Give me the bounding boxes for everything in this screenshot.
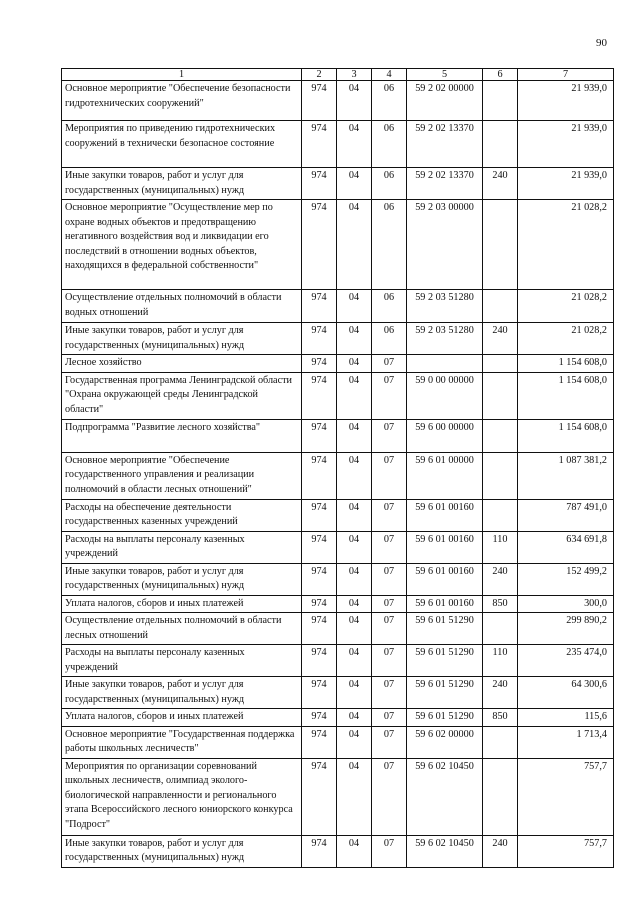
cell-name: Основное мероприятие "Обеспечение безопасности гидротехнических сооружений" xyxy=(62,81,302,121)
cell-subsection: 07 xyxy=(372,758,407,835)
cell-target-article: 59 6 01 51290 xyxy=(407,709,483,727)
cell-section: 04 xyxy=(337,677,372,709)
cell-grbs: 974 xyxy=(302,709,337,727)
cell-subsection: 06 xyxy=(372,168,407,200)
cell-target-article: 59 6 02 10450 xyxy=(407,758,483,835)
cell-subsection: 07 xyxy=(372,726,407,758)
cell-amount: 21 028,2 xyxy=(518,323,614,355)
cell-grbs: 974 xyxy=(302,121,337,168)
cell-name: Иные закупки товаров, работ и услуг для государственных (муниципальных) нужд xyxy=(62,323,302,355)
cell-section: 04 xyxy=(337,499,372,531)
cell-amount: 299 890,2 xyxy=(518,613,614,645)
cell-amount: 1 154 608,0 xyxy=(518,419,614,452)
cell-name: Государственная программа Ленинградской области "Охрана окружающей среды Ленинградской области" xyxy=(62,372,302,419)
cell-section: 04 xyxy=(337,81,372,121)
table-row xyxy=(62,499,614,531)
cell-amount: 21 028,2 xyxy=(518,200,614,290)
cell-amount: 787 491,0 xyxy=(518,499,614,531)
cell-section: 04 xyxy=(337,726,372,758)
cell-amount: 64 300,6 xyxy=(518,677,614,709)
cell-subsection: 07 xyxy=(372,372,407,419)
cell-expense-type xyxy=(483,355,518,373)
cell-subsection: 07 xyxy=(372,452,407,499)
cell-subsection: 06 xyxy=(372,200,407,290)
cell-name: Мероприятия по организации соревнований школьных лесничеств, олимпиад эколого-биологической направленности и регионального этапа Всероссийского лесного юниорского конкурса "Подрост" xyxy=(62,758,302,835)
cell-amount: 1 154 608,0 xyxy=(518,372,614,419)
cell-grbs: 974 xyxy=(302,355,337,373)
cell-section: 04 xyxy=(337,355,372,373)
cell-section: 04 xyxy=(337,531,372,563)
cell-section: 04 xyxy=(337,595,372,613)
cell-grbs: 974 xyxy=(302,677,337,709)
cell-expense-type xyxy=(483,372,518,419)
cell-expense-type: 240 xyxy=(483,563,518,595)
column-header: 5 xyxy=(407,69,483,81)
cell-target-article: 59 0 00 00000 xyxy=(407,372,483,419)
cell-section: 04 xyxy=(337,121,372,168)
table-row xyxy=(62,726,614,758)
table-row xyxy=(62,290,614,323)
cell-grbs: 974 xyxy=(302,452,337,499)
cell-expense-type: 240 xyxy=(483,835,518,867)
cell-amount: 115,6 xyxy=(518,709,614,727)
cell-expense-type xyxy=(483,290,518,323)
cell-expense-type: 110 xyxy=(483,531,518,563)
table-row xyxy=(62,200,614,290)
cell-expense-type: 240 xyxy=(483,168,518,200)
cell-section: 04 xyxy=(337,452,372,499)
cell-grbs: 974 xyxy=(302,531,337,563)
table-row xyxy=(62,452,614,499)
cell-target-article: 59 6 01 00160 xyxy=(407,595,483,613)
cell-amount: 21 939,0 xyxy=(518,168,614,200)
cell-name: Уплата налогов, сборов и иных платежей xyxy=(62,595,302,613)
cell-subsection: 07 xyxy=(372,595,407,613)
cell-subsection: 06 xyxy=(372,121,407,168)
table-row xyxy=(62,323,614,355)
cell-grbs: 974 xyxy=(302,323,337,355)
cell-section: 04 xyxy=(337,323,372,355)
cell-grbs: 974 xyxy=(302,200,337,290)
cell-expense-type: 850 xyxy=(483,595,518,613)
cell-subsection: 07 xyxy=(372,563,407,595)
cell-name: Лесное хозяйство xyxy=(62,355,302,373)
cell-grbs: 974 xyxy=(302,563,337,595)
table-header-row xyxy=(62,69,614,81)
table-row xyxy=(62,645,614,677)
table-row xyxy=(62,121,614,168)
cell-grbs: 974 xyxy=(302,372,337,419)
cell-grbs: 974 xyxy=(302,290,337,323)
cell-expense-type: 240 xyxy=(483,677,518,709)
cell-subsection: 06 xyxy=(372,323,407,355)
cell-section: 04 xyxy=(337,200,372,290)
cell-section: 04 xyxy=(337,419,372,452)
table-row xyxy=(62,709,614,727)
column-header: 2 xyxy=(302,69,337,81)
cell-subsection: 07 xyxy=(372,835,407,867)
column-header: 1 xyxy=(62,69,302,81)
cell-grbs: 974 xyxy=(302,168,337,200)
cell-target-article: 59 6 01 00160 xyxy=(407,531,483,563)
cell-name: Мероприятия по приведению гидротехнических сооружений в технически безопасное состояние xyxy=(62,121,302,168)
cell-grbs: 974 xyxy=(302,595,337,613)
table-row xyxy=(62,81,614,121)
cell-target-article: 59 6 01 51290 xyxy=(407,613,483,645)
cell-target-article: 59 6 01 00000 xyxy=(407,452,483,499)
table-row xyxy=(62,758,614,835)
cell-grbs: 974 xyxy=(302,758,337,835)
cell-target-article: 59 6 02 10450 xyxy=(407,835,483,867)
cell-amount: 1 713,4 xyxy=(518,726,614,758)
cell-grbs: 974 xyxy=(302,645,337,677)
cell-expense-type xyxy=(483,452,518,499)
cell-section: 04 xyxy=(337,709,372,727)
cell-amount: 152 499,2 xyxy=(518,563,614,595)
cell-target-article: 59 6 01 00160 xyxy=(407,563,483,595)
table-row xyxy=(62,168,614,200)
cell-subsection: 07 xyxy=(372,613,407,645)
cell-name: Иные закупки товаров, работ и услуг для государственных (муниципальных) нужд xyxy=(62,835,302,867)
cell-expense-type: 110 xyxy=(483,645,518,677)
table-row xyxy=(62,372,614,419)
cell-target-article: 59 6 01 51290 xyxy=(407,645,483,677)
cell-name: Расходы на обеспечение деятельности государственных казенных учреждений xyxy=(62,499,302,531)
cell-amount: 21 028,2 xyxy=(518,290,614,323)
cell-section: 04 xyxy=(337,835,372,867)
cell-subsection: 06 xyxy=(372,81,407,121)
table-row xyxy=(62,677,614,709)
cell-expense-type: 240 xyxy=(483,323,518,355)
column-header: 7 xyxy=(518,69,614,81)
cell-amount: 300,0 xyxy=(518,595,614,613)
cell-target-article: 59 2 02 00000 xyxy=(407,81,483,121)
cell-amount: 235 474,0 xyxy=(518,645,614,677)
cell-name: Осуществление отдельных полномочий в области водных отношений xyxy=(62,290,302,323)
table-body xyxy=(62,69,614,868)
cell-section: 04 xyxy=(337,758,372,835)
cell-section: 04 xyxy=(337,372,372,419)
cell-subsection: 07 xyxy=(372,709,407,727)
cell-amount: 21 939,0 xyxy=(518,121,614,168)
table-row xyxy=(62,613,614,645)
cell-name: Подпрограмма "Развитие лесного хозяйства" xyxy=(62,419,302,452)
cell-subsection: 07 xyxy=(372,355,407,373)
table-row xyxy=(62,355,614,373)
table-row xyxy=(62,563,614,595)
cell-name: Расходы на выплаты персоналу казенных учреждений xyxy=(62,645,302,677)
budget-table xyxy=(61,68,614,868)
column-header: 4 xyxy=(372,69,407,81)
cell-subsection: 07 xyxy=(372,499,407,531)
cell-name: Иные закупки товаров, работ и услуг для государственных (муниципальных) нужд xyxy=(62,168,302,200)
cell-grbs: 974 xyxy=(302,835,337,867)
cell-section: 04 xyxy=(337,168,372,200)
cell-name: Основное мероприятие "Обеспечение государственного управления и реализации полномочий в области лесных отношений" xyxy=(62,452,302,499)
cell-target-article: 59 2 03 51280 xyxy=(407,323,483,355)
cell-amount: 1 154 608,0 xyxy=(518,355,614,373)
table-row xyxy=(62,531,614,563)
cell-subsection: 07 xyxy=(372,419,407,452)
cell-section: 04 xyxy=(337,645,372,677)
cell-target-article: 59 2 02 13370 xyxy=(407,168,483,200)
cell-subsection: 07 xyxy=(372,677,407,709)
cell-subsection: 07 xyxy=(372,531,407,563)
page-number: 90 xyxy=(596,37,607,49)
cell-name: Осуществление отдельных полномочий в области лесных отношений xyxy=(62,613,302,645)
column-header: 3 xyxy=(337,69,372,81)
cell-name: Основное мероприятие "Государственная поддержка работы школьных лесничеств" xyxy=(62,726,302,758)
cell-amount: 757,7 xyxy=(518,835,614,867)
cell-amount: 1 087 381,2 xyxy=(518,452,614,499)
cell-target-article: 59 2 03 00000 xyxy=(407,200,483,290)
table-row xyxy=(62,419,614,452)
cell-name: Основное мероприятие "Осуществление мер по охране водных объектов и предотвращению негативного воздействия вод и ликвидации его последствий в отношении водных объектов, находящихся в федеральной собственности" xyxy=(62,200,302,290)
cell-expense-type xyxy=(483,200,518,290)
cell-target-article: 59 2 02 13370 xyxy=(407,121,483,168)
cell-section: 04 xyxy=(337,613,372,645)
cell-target-article: 59 6 02 00000 xyxy=(407,726,483,758)
table-row xyxy=(62,595,614,613)
cell-section: 04 xyxy=(337,563,372,595)
cell-subsection: 06 xyxy=(372,290,407,323)
table-row xyxy=(62,835,614,867)
cell-name: Расходы на выплаты персоналу казенных учреждений xyxy=(62,531,302,563)
cell-target-article: 59 2 03 51280 xyxy=(407,290,483,323)
cell-grbs: 974 xyxy=(302,81,337,121)
cell-expense-type xyxy=(483,758,518,835)
cell-expense-type: 850 xyxy=(483,709,518,727)
cell-expense-type xyxy=(483,726,518,758)
cell-grbs: 974 xyxy=(302,726,337,758)
cell-target-article: 59 6 01 51290 xyxy=(407,677,483,709)
cell-name: Иные закупки товаров, работ и услуг для государственных (муниципальных) нужд xyxy=(62,563,302,595)
cell-grbs: 974 xyxy=(302,499,337,531)
cell-name: Иные закупки товаров, работ и услуг для государственных (муниципальных) нужд xyxy=(62,677,302,709)
cell-target-article: 59 6 01 00160 xyxy=(407,499,483,531)
cell-target-article: 59 6 00 00000 xyxy=(407,419,483,452)
cell-amount: 757,7 xyxy=(518,758,614,835)
cell-expense-type xyxy=(483,121,518,168)
cell-name: Уплата налогов, сборов и иных платежей xyxy=(62,709,302,727)
cell-target-article xyxy=(407,355,483,373)
cell-grbs: 974 xyxy=(302,419,337,452)
cell-expense-type xyxy=(483,499,518,531)
cell-expense-type xyxy=(483,419,518,452)
cell-section: 04 xyxy=(337,290,372,323)
cell-subsection: 07 xyxy=(372,645,407,677)
cell-expense-type xyxy=(483,81,518,121)
cell-expense-type xyxy=(483,613,518,645)
cell-grbs: 974 xyxy=(302,613,337,645)
cell-amount: 634 691,8 xyxy=(518,531,614,563)
cell-amount: 21 939,0 xyxy=(518,81,614,121)
column-header: 6 xyxy=(483,69,518,81)
